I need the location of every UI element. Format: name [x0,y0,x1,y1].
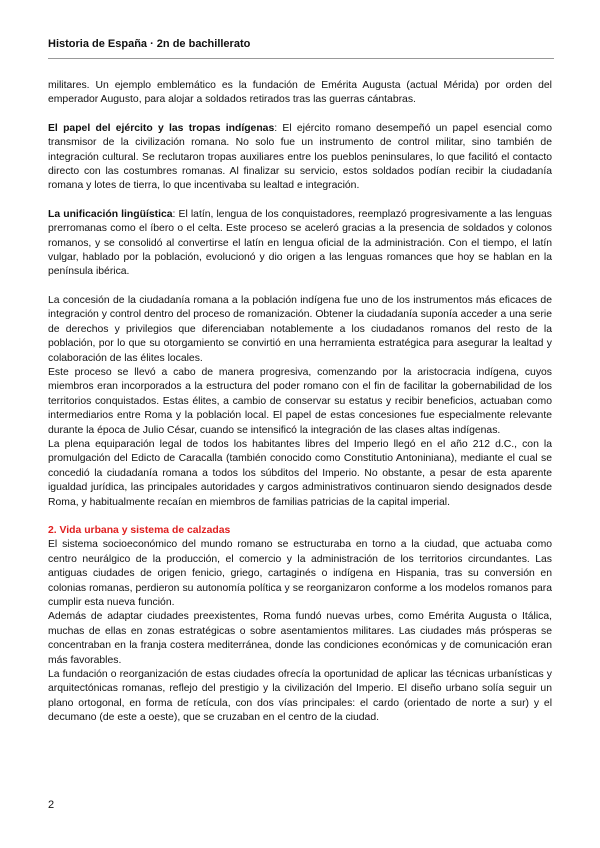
paragraph-language [48,208,552,280]
document-body [48,79,552,726]
paragraph-army-body: : El ejército romano desempeñó un papel esencial como transmisor de la civilización romana. No solo fue un instrumento de control militar, sino también de integración cultural. Se reclutaron tropas auxiliares entre los pueblos peninsulares, lo que facilitó el contacto directo con las costumbres romanas. Al finalizar su servicio, estos soldados podían recibir la ciudadanía romana y lotes de tierra, lo que incentivaba su lealtad e integración. [48,122,552,192]
paragraph-caracalla: La plena equiparación legal de todos los habitantes libres del Imperio llegó en el año 212 d.C., con la promulgación del Edicto de Caracalla (también conocido como Constitutio Antoniniana), mediante el cual se concedió la ciudadanía romana a todos los súbditos del Imperio. No obstante, a pesar de esta aparente igualdad jurídica, las principales autoridades y cargos administrativos continuaron siendo designados desde Roma, y habitualmente recaían en miembros de familias patricias de la capital imperial. [48,438,552,508]
paragraph-intro: militares. Un ejemplo emblemático es la fundación de Emérita Augusta (actual Mérida) por orden del emperador Augusto, para alojar a soldados retirados tras las guerras cántabras. [48,80,552,106]
paragraph-language-lead: La unificación lingüística [48,208,173,220]
paragraph-urban-design: La fundación o reorganización de estas ciudades ofrecía la oportunidad de aplicar las técnicas urbanísticas y arquitectónicas romanas, reflejo del prestigio y la civilización del Imperio. El diseño urbano solía seguir un plano ortogonal, en forma de retícula, con dos vías principales: el cardo (orientado de norte a sur) y el decumano (de este a oeste), que se cruzaban en el centro de la ciudad. [48,669,552,724]
paragraph-urban-system: El sistema socioeconómico del mundo romano se estructuraba en torno a la ciudad, que actuaba como centro neurálgico de la producción, el comercio y la administración de los territorios circundantes. Las antiguas ciudades de origen fenicio, griego, cartaginés o indígena en Hispania, tras su conversión en colonias romanas, perdieron su autonomía política y se reorganizaron conforme a los modelos romanos para cumplir esta nueva función. [48,539,552,608]
paragraph-language-body: : El latín, lengua de los conquistadores, reemplazó progresivamente a las lenguas prerromanas como el íbero o el celta. Este proceso se aceleró gracias a la presencia de soldados y colonos romanos, y se consolidó al convertirse el latín en lengua oficial de la administración. Con el tiempo, el latín vulgar, hablado por la población, evolucionó y dio origen a las lenguas romances que hoy se hablan en la península ibérica. [48,208,552,278]
page-header: Historia de España · 2n de bachillerato [48,38,251,50]
section-heading-urban-life: 2. Vida urbana y sistema de calzadas [48,524,231,536]
page-number: 2 [48,799,55,811]
paragraph-army [48,122,552,194]
header-divider [48,58,554,59]
paragraph-elites: Este proceso se llevó a cabo de manera progresiva, comenzando por la aristocracia indígena, cuyos miembros eran incorporados a la estructura del poder romano con el fin de facilitar la gobernabilidad de los territorios conquistados. Estas élites, a cambio de conservar su estatus y recibir beneficios, actuaban como intermediarios entre Roma y la población local. El papel de estas concesiones fue especialmente relevante durante la época de Julio César, cuando se intensificó la integración de las clases altas indígenas. [48,366,552,436]
paragraph-new-cities: Además de adaptar ciudades preexistentes, Roma fundó nuevas urbes, como Emérita Augusta o Itálica, muchas de ellas en zonas estratégicas o sobre asentamientos militares. Las ciudades más prósperas se concentraban en la franja costera mediterránea, donde las condiciones económicas y de comunicación eran más favorables. [48,611,552,666]
paragraph-army-lead: El papel del ejército y las tropas indígenas [48,122,275,134]
paragraph-citizenship: La concesión de la ciudadanía romana a la población indígena fue uno de los instrumentos más eficaces de integración y control dentro del proceso de romanización. Obtener la ciudadanía suponía acceder a una serie de derechos y privilegios que diferenciaban notablemente a los ciudadanos romanos del resto de la población, por lo que su otorgamiento se convirtió en una herramienta estratégica para asegurar la lealtad y colaboración de las élites locales. [48,294,552,364]
